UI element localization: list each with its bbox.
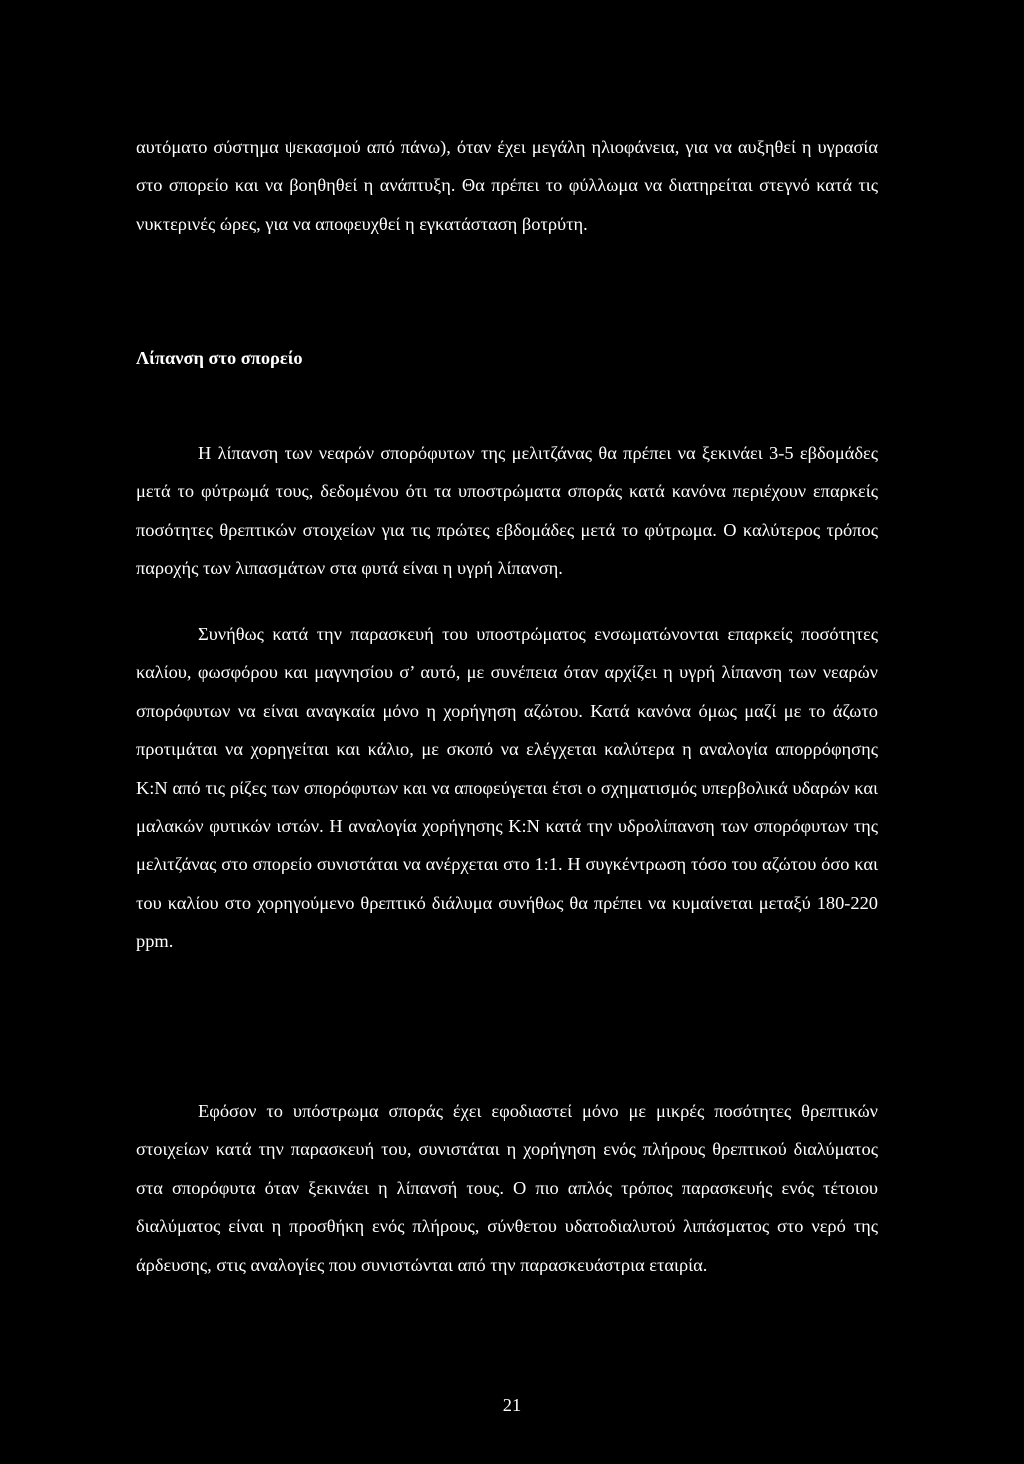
section-heading: Λίπανση στο σπορείο bbox=[136, 348, 303, 368]
page-number: 21 bbox=[502, 1395, 522, 1415]
paragraph-complete-solution: Εφόσον το υπόστρωμα σποράς έχει εφοδιαστεί μόνο με μικρές ποσότητες θρεπτικών στοιχείων κατά την παρασκευή του, συνιστάται η χορήγηση ενός πλήρους θρεπτικού διαλύματος στα σπορόφυτα όταν ξεκινάει η λίπανσή τους. Ο πιο απλός τρόπος παρασκευής ενός τέτοιου διαλύματος είναι η προσθήκη ενός πλήρους, σύνθετου υδατοδιαλυτού λιπάσματος στο νερό της άρδευσης, στις αναλογίες που συνιστώνται από την παρασκευάστρια εταιρία. bbox=[136, 1101, 878, 1275]
paragraph-nutrient-ratio: Συνήθως κατά την παρασκευή του υποστρώματος ενσωματώνονται επαρκείς ποσότητες καλίου, φωσφόρου και μαγνησίου σ’ αυτό, με συνέπεια όταν αρχίζει η υγρή λίπανση των νεαρών σπορόφυτων να είναι αναγκαία μόνο η χορήγηση αζώτου. Κατά κανόνα όμως μαζί με το άζωτο προτιμάται να χορηγείται και κάλιο, με σκοπό να ελέγχεται καλύτερα η αναλογία απορρόφησης Κ:Ν από τις ρίζες των σπορόφυτων και να αποφεύγεται έτσι ο σχηματισμός υπερβολικά υδαρών και μαλακών φυτικών ιστών. Η αναλογία χορήγησης Κ:Ν κατά την υδρολίπανση των σπορόφυτων της μελιτζάνας στο σπορείο συνιστάται να ανέρχεται στο 1:1. Η συγκέντρωση τόσο του αζώτου όσο και του καλίου στο χορηγούμενο θρεπτικό διάλυμα συνήθως θα πρέπει να κυμαίνεται μεταξύ 180-220 ppm. bbox=[136, 624, 878, 952]
paragraph-fertilization-start: Η λίπανση των νεαρών σπορόφυτων της μελιτζάνας θα πρέπει να ξεκινάει 3-5 εβδομάδες μετά το φύτρωμά τους, δεδομένου ότι τα υποστρώματα σποράς κατά κανόνα περιέχουν επαρκείς ποσότητες θρεπτικών στοιχείων για τις πρώτες εβδομάδες μετά το φύτρωμα. Ο καλύτερος τρόπος παροχής των λιπασμάτων στα φυτά είναι η υγρή λίπανση. bbox=[136, 443, 878, 579]
intro-paragraph: αυτόματο σύστημα ψεκασμού από πάνω), όταν έχει μεγάλη ηλιοφάνεια, για να αυξηθεί η υγρασία στο σπορείο και να βοηθηθεί η ανάπτυξη. Θα πρέπει το φύλλωμα να διατηρείται στεγνό κατά τις νυκτερινές ώρες, για να αποφευχθεί η εγκατάσταση βοτρύτη. bbox=[136, 137, 878, 234]
